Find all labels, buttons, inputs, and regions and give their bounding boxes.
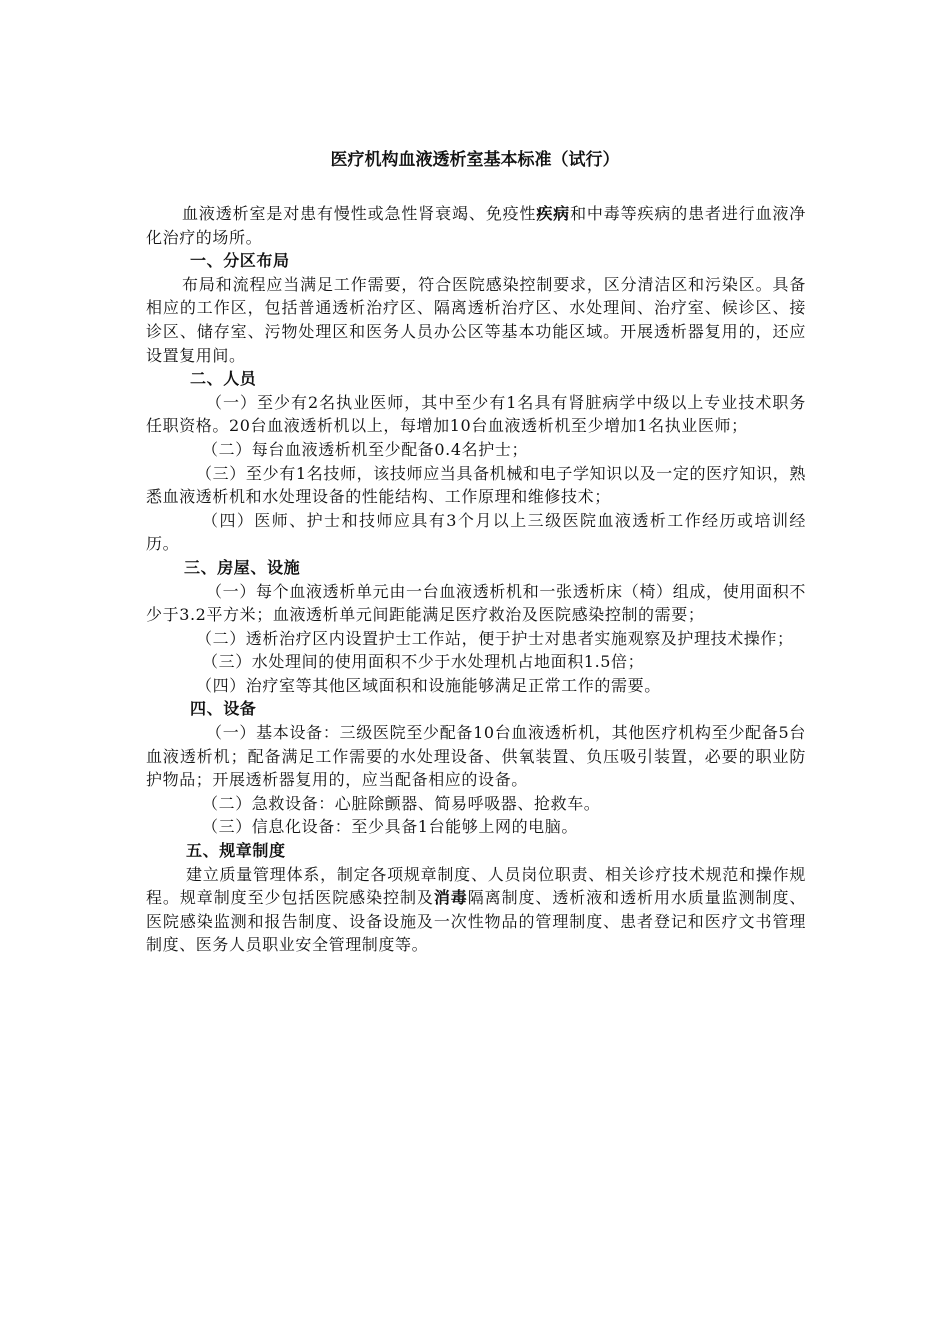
personnel-item-4: （四）医师、护士和技师应具有3个月以上三级医院血液透析工作经历或培训经历。 bbox=[146, 510, 806, 554]
rules-paragraph bbox=[146, 863, 806, 957]
rules-text-1: 建立质量管理体系，制定各项规章制度、人员岗位职责、相关诊疗技术规范和操作规程。规章制度至少包括医院感染控制及 bbox=[146, 864, 806, 908]
facilities-item-2: （二）透析治疗区内设置护士工作站，便于护士对患者实施观察及护理技术操作； bbox=[196, 628, 794, 648]
document-body bbox=[146, 202, 806, 957]
equipment-item-2: （二）急救设备：心脏除颤器、简易呼吸器、抢救车。 bbox=[202, 793, 601, 813]
section-heading-facilities: 三、房屋、设施 bbox=[184, 557, 301, 577]
equipment-item-1: （一）基本设备：三级医院至少配备10台血液透析机，其他医疗机构至少配备5台血液透析机；配备满足工作需要的水处理设备、供氧装置、负压吸引装置，必要的职业防护物品；开展透析器复用的，应当配备相应的设备。 bbox=[146, 723, 806, 790]
layout-paragraph: 布局和流程应当满足工作需要，符合医院感染控制要求，区分清洁区和污染区。具备相应的工作区，包括普通透析治疗区、隔离透析治疗区、水处理间、治疗室、候诊区、接诊区、储存室、污物处理区和医务人员办公区等基本功能区域。开展透析器复用的，还应设置复用间。 bbox=[146, 274, 806, 365]
personnel-item-2: （二）每台血液透析机至少配备0.4名护士； bbox=[202, 439, 529, 459]
rules-text-2: 隔离制度、透析液和透析用水质量监测制度、医院感染监测和报告制度、设备设施及一次性物品的管理制度、患者登记和医疗文书管理制度、医务人员职业安全管理制度等。 bbox=[146, 888, 806, 955]
section-heading-layout: 一、分区布局 bbox=[190, 251, 290, 271]
intro-text-2: 和中毒等疾病的患者进行血液净化治疗的场所。 bbox=[146, 204, 806, 247]
equipment-item-3: （三）信息化设备：至少具备1台能够上网的电脑。 bbox=[202, 817, 578, 837]
facilities-item-3: （三）水处理间的使用面积不少于水处理机占地面积1.5倍； bbox=[202, 652, 645, 672]
section-heading-equipment: 四、设备 bbox=[190, 699, 257, 719]
section-heading-personnel: 二、人员 bbox=[190, 369, 257, 389]
facilities-item-4: （四）治疗室等其他区域面积和设施能够满足正常工作的需要。 bbox=[196, 675, 661, 695]
document-title: 医疗机构血液透析室基本标准（试行） bbox=[330, 150, 620, 170]
rules-bold-term: 消毒 bbox=[433, 888, 468, 908]
facilities-item-1: （一）每个血液透析单元由一台血液透析机和一张透析床（椅）组成，使用面积不少于3.2平方米；血液透析单元间距能满足医疗救治及医院感染控制的需要； bbox=[146, 581, 806, 625]
section-heading-rules: 五、规章制度 bbox=[186, 841, 286, 861]
intro-bold-term: 疾病 bbox=[536, 204, 571, 223]
personnel-item-3: （三）至少有1名技师，该技师应当具备机械和电子学知识以及一定的医疗知识，熟悉血液透析机和水处理设备的性能结构、工作原理和维修技术； bbox=[146, 463, 806, 507]
personnel-item-1: （一）至少有2名执业医师，其中至少有1名具有肾脏病学中级以上专业技术职务任职资格。20台血液透析机以上，每增加10台血液透析机至少增加1名执业医师； bbox=[146, 392, 806, 436]
intro-paragraph bbox=[146, 202, 806, 249]
intro-text-1: 血液透析室是对患有慢性或急性肾衰竭、免疫性 bbox=[182, 204, 537, 223]
